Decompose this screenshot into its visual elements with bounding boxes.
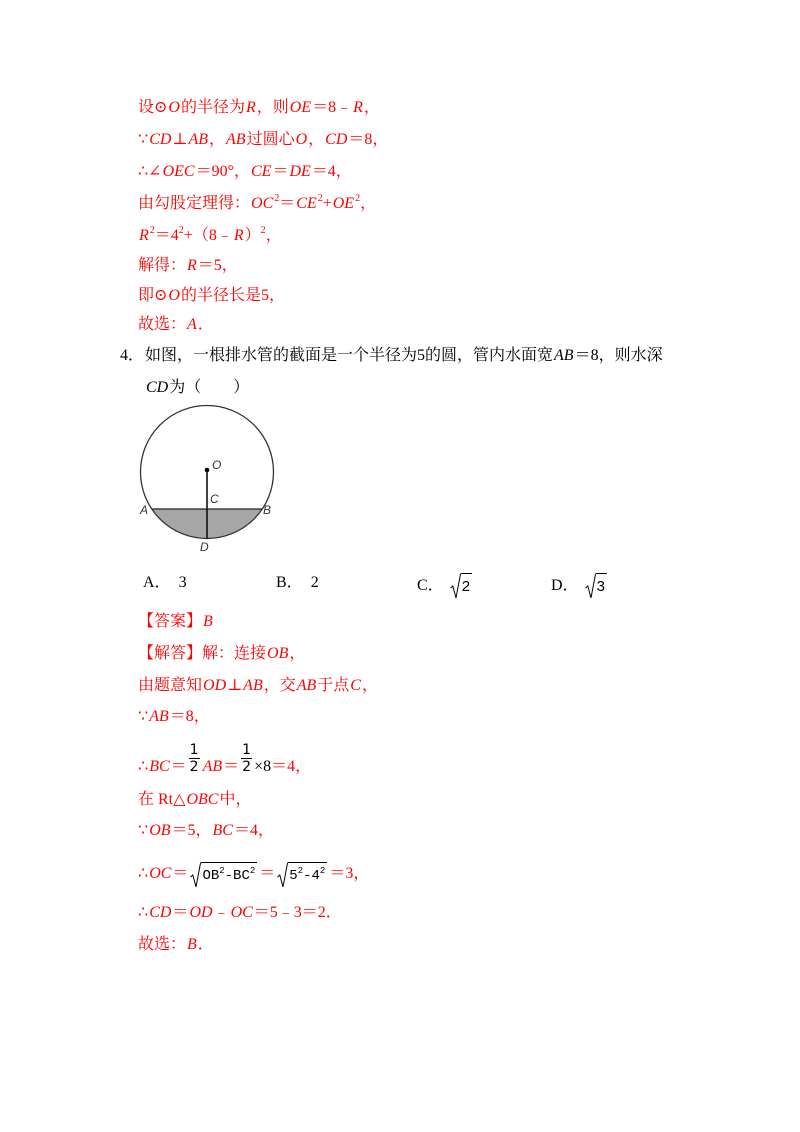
text-run: 由题意知: [138, 677, 203, 694]
label-d: D: [200, 540, 209, 554]
math-variable: R: [233, 227, 244, 244]
question-text-line-2: [145, 378, 249, 398]
math-variable: CE: [296, 195, 317, 212]
text-run: +（8﹣: [183, 227, 233, 244]
solution-line-1: [138, 644, 305, 664]
option-c: [417, 573, 474, 597]
text-run: ＝: [223, 758, 240, 775]
prev-solution-line-6: [138, 256, 238, 276]
text-run: 的半径长是5，: [180, 287, 285, 304]
option-value: 3: [178, 574, 187, 591]
math-variable: OB: [267, 645, 289, 662]
superscript: 2: [355, 193, 361, 204]
math-variable: C: [350, 677, 361, 694]
answer-line: [138, 612, 214, 632]
option-label: A．: [143, 574, 171, 591]
square-root: [585, 573, 607, 597]
math-variable: CD: [149, 131, 172, 148]
text-run: ＝8，则水深: [574, 347, 663, 364]
math-variable: CD: [149, 904, 172, 921]
solution-line-5: [138, 790, 251, 810]
text-run: ⊥: [172, 131, 188, 148]
math-variable: OEC: [162, 163, 195, 180]
text-run: ＝4，: [271, 758, 312, 775]
solution-line-6: [138, 821, 274, 841]
option-a: [143, 573, 187, 593]
label-o: O: [212, 458, 222, 472]
text-run: ﹣: [213, 904, 230, 921]
text-run: ＝3，: [329, 865, 370, 882]
superscript: 2: [317, 193, 323, 204]
text-run: ）: [244, 227, 261, 244]
text-run: 设⊙: [138, 99, 168, 116]
solution-line-9: [138, 935, 214, 955]
text-run: ＝: [172, 865, 189, 882]
prev-solution-line-7: [138, 286, 285, 306]
text-run: ，则: [256, 99, 289, 116]
text-run: ∴∠: [138, 163, 162, 180]
math-variable: CD: [146, 379, 169, 396]
text-run: ＝5，: [197, 257, 238, 274]
text-run: 故选：: [138, 316, 187, 333]
math-variable: AB: [226, 131, 246, 148]
text-run: ＝: [272, 163, 289, 180]
prev-solution-line-2: [138, 130, 388, 150]
text-run: 由勾股定理得：: [138, 195, 251, 212]
label-b: B: [263, 503, 272, 517]
text-run: ∵: [138, 131, 149, 148]
text-run: ⊥: [227, 677, 243, 694]
text-run: ＝: [279, 195, 296, 212]
text-run: ＝4，: [233, 822, 274, 839]
text-run: ∴: [138, 904, 149, 921]
fraction-denominator: 2: [189, 759, 199, 775]
solution-line-2: [138, 676, 378, 696]
math-variable: O: [295, 131, 308, 148]
text-run: ×8: [254, 758, 272, 775]
math-variable: OE: [332, 195, 355, 212]
text-run: 于点: [317, 677, 350, 694]
superscript: 2: [178, 225, 184, 236]
text-run: ，交: [263, 677, 296, 694]
text-run: -4: [303, 868, 320, 884]
superscript: 2: [260, 225, 266, 236]
label-a: A: [140, 503, 149, 517]
math-variable: O: [168, 99, 180, 116]
math-variable: O: [168, 287, 180, 304]
radicand: [201, 862, 257, 885]
superscript: 2: [249, 866, 256, 876]
math-variable: AB: [243, 677, 263, 694]
superscript: 2: [297, 866, 304, 876]
text-run: ，: [363, 99, 380, 116]
radical-sign: [277, 862, 288, 888]
prev-solution-line-1: [138, 98, 380, 118]
math-variable: B: [187, 936, 197, 953]
text-run: ，: [308, 131, 325, 148]
text-run: ∵: [138, 708, 149, 725]
radical-sign: [450, 573, 461, 599]
fraction-numerator: 1: [242, 742, 252, 758]
text-run: 过圆心: [246, 131, 295, 148]
radicand: 3: [596, 573, 607, 596]
text-run: ＝4: [154, 227, 179, 244]
text-run: 如图，一根排水管的截面是一个半径为5的圆，管内水面宽: [145, 347, 554, 364]
math-variable: AB: [202, 758, 223, 775]
math-variable: AB: [149, 708, 169, 725]
math-variable: CE: [251, 163, 272, 180]
question-number: 4．: [120, 347, 145, 364]
text-run: 5: [289, 868, 298, 884]
superscript: 2: [274, 193, 280, 204]
text-run: ，: [360, 195, 377, 212]
text-run: ＝8，: [169, 708, 210, 725]
radical-sign: [190, 862, 201, 888]
text-run: ∴: [138, 865, 149, 882]
text-run: ＝8，: [348, 131, 389, 148]
fraction: [189, 742, 200, 775]
text-run: 【答案】: [138, 613, 203, 630]
solution-line-3: [138, 707, 210, 727]
math-variable: B: [203, 613, 213, 630]
option-label: C．: [417, 577, 444, 594]
text-run: ＝5﹣3＝2．: [253, 904, 342, 921]
text-run: 解得：: [138, 257, 187, 274]
label-c: C: [210, 492, 219, 506]
text-run: ，: [361, 677, 378, 694]
radicand: [288, 862, 327, 885]
text-run: ＝4，: [311, 163, 352, 180]
text-run: -BC: [224, 868, 250, 884]
math-variable: OD: [203, 677, 227, 694]
text-run: ＝: [172, 904, 189, 921]
text-run: ．: [197, 936, 214, 953]
math-variable: OBC: [186, 791, 219, 808]
superscript: 2: [319, 866, 326, 876]
math-variable: AB: [296, 677, 317, 694]
center-point-o: [205, 468, 210, 473]
option-label: B．: [276, 574, 303, 591]
text-run: 【解答】解：连接: [138, 645, 267, 662]
math-variable: OD: [189, 904, 213, 921]
math-variable: R: [139, 227, 149, 244]
math-variable: DE: [289, 163, 311, 180]
option-d: [551, 573, 609, 597]
text-run: OB: [202, 868, 220, 884]
math-variable: OC: [149, 865, 172, 882]
option-label: D．: [551, 577, 579, 594]
square-root: [190, 862, 257, 886]
solution-line-4: [138, 742, 311, 777]
fraction-denominator: 2: [242, 759, 252, 775]
text-run: ＝: [170, 758, 187, 775]
text-run: ∵: [138, 822, 149, 839]
text-run: ＝: [259, 865, 276, 882]
math-variable: CD: [325, 131, 348, 148]
text-run: 即⊙: [138, 287, 168, 304]
square-root: [450, 573, 472, 597]
square-root: [277, 862, 327, 886]
text-run: ∴: [138, 758, 149, 775]
math-variable: BC: [212, 822, 233, 839]
drainpipe-cross-section-figure: [130, 398, 290, 558]
math-variable: R: [353, 99, 363, 116]
text-run: 为（ ）: [169, 379, 250, 396]
solution-line-7: [138, 862, 369, 886]
math-variable: R: [246, 99, 256, 116]
text-run: ＝5，: [171, 822, 212, 839]
math-variable: A: [187, 316, 197, 333]
text-run: ，: [265, 227, 282, 244]
option-value: 2: [310, 574, 319, 591]
text-run: ＝8﹣: [312, 99, 353, 116]
math-variable: AB: [554, 347, 574, 364]
text-run: 中，: [219, 791, 252, 808]
superscript: 2: [219, 866, 225, 876]
prev-solution-line-5: [138, 226, 282, 246]
text-run: ＝90°，: [195, 163, 250, 180]
question-text-line-1: [145, 346, 663, 366]
fraction: [241, 742, 252, 775]
text-run: ，: [289, 645, 306, 662]
math-variable: OB: [149, 822, 171, 839]
prev-solution-line-4: [138, 194, 376, 214]
prev-solution-line-3: [138, 162, 352, 182]
fraction-numerator: 1: [189, 742, 199, 758]
math-variable: R: [187, 257, 197, 274]
math-variable: OC: [251, 195, 274, 212]
solution-line-8: [138, 903, 342, 923]
text-run: ，: [209, 131, 226, 148]
radical-sign: [585, 573, 596, 599]
text-run: 的半径为: [180, 99, 245, 116]
option-b: [276, 573, 319, 593]
text-run: +: [322, 195, 332, 212]
radicand: 2: [461, 573, 472, 596]
superscript: 2: [149, 225, 155, 236]
math-variable: OE: [289, 99, 312, 116]
math-variable: AB: [188, 131, 209, 148]
prev-solution-line-8: [138, 315, 214, 335]
text-run: 在 Rt△: [138, 791, 186, 808]
math-variable: BC: [149, 758, 170, 775]
text-run: ．: [197, 316, 214, 333]
math-variable: OC: [230, 904, 253, 921]
text-run: 故选：: [138, 936, 187, 953]
